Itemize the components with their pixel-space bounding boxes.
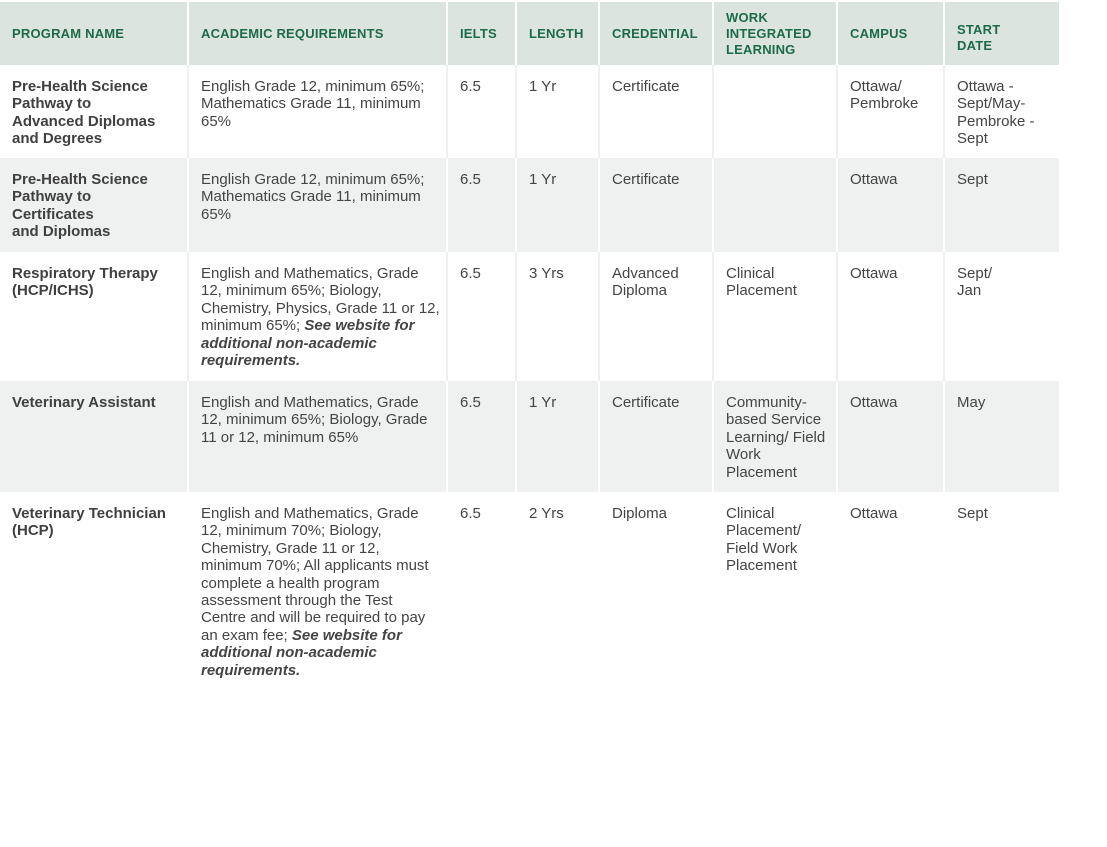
start-date-cell: Sept bbox=[944, 158, 1059, 252]
ielts-cell: 6.5 bbox=[447, 492, 516, 692]
table-row bbox=[0, 381, 1059, 492]
campus-cell: Ottawa bbox=[837, 158, 944, 252]
header-credential: CREDENTIAL bbox=[599, 2, 713, 65]
length-cell: 2 Yrs bbox=[516, 492, 599, 692]
campus-cell: Ottawa bbox=[837, 492, 944, 692]
ielts-cell: 6.5 bbox=[447, 65, 516, 158]
length-cell: 3 Yrs bbox=[516, 252, 599, 381]
requirements-cell: English Grade 12, minimum 65%; Mathematics Grade 11, minimum 65% bbox=[188, 158, 447, 252]
program-name-cell: Pre-Health Science Pathway to Advanced Diplomas and Degrees bbox=[0, 65, 188, 158]
work-integrated-learning-cell: Clinical Placement/ Field Work Placement bbox=[713, 492, 837, 692]
requirements-cell: English and Mathematics, Grade 12, minimum 70%; Biology, Chemistry, Grade 11 or 12, minimum 70%; All applicants must complete a health program assessment through the Test Centre and will be required to pay an exam fee; See website for additional non-academic requirements. bbox=[188, 492, 447, 692]
header-start-date: START DATE bbox=[944, 2, 1059, 65]
program-name-cell: Veterinary Assistant bbox=[0, 381, 188, 492]
start-date-cell: May bbox=[944, 381, 1059, 492]
length-cell: 1 Yr bbox=[516, 65, 599, 158]
programs-table bbox=[0, 2, 1059, 692]
requirements-note: See website for additional non-academic requirements. bbox=[201, 626, 402, 679]
campus-cell: Ottawa bbox=[837, 252, 944, 381]
work-integrated-learning-cell bbox=[713, 158, 837, 252]
credential-cell: Certificate bbox=[599, 381, 713, 492]
program-name-cell: Respiratory Therapy (HCP/ICHS) bbox=[0, 252, 188, 381]
credential-cell: Diploma bbox=[599, 492, 713, 692]
campus-cell: Ottawa/ Pembroke bbox=[837, 65, 944, 158]
table-row bbox=[0, 65, 1059, 158]
start-date-cell: Sept bbox=[944, 492, 1059, 692]
start-date-cell: Sept/ Jan bbox=[944, 252, 1059, 381]
requirements-cell: English Grade 12, minimum 65%; Mathematics Grade 11, minimum 65% bbox=[188, 65, 447, 158]
length-cell: 1 Yr bbox=[516, 158, 599, 252]
program-name-cell: Pre-Health Science Pathway to Certificates and Diplomas bbox=[0, 158, 188, 252]
start-date-cell: Ottawa - Sept/May- Pembroke - Sept bbox=[944, 65, 1059, 158]
header-length: LENGTH bbox=[516, 2, 599, 65]
ielts-cell: 6.5 bbox=[447, 252, 516, 381]
requirements-cell: English and Mathematics, Grade 12, minimum 65%; Biology, Grade 11 or 12, minimum 65% bbox=[188, 381, 447, 492]
program-name-cell: Veterinary Technician (HCP) bbox=[0, 492, 188, 692]
work-integrated-learning-cell: Clinical Placement bbox=[713, 252, 837, 381]
ielts-cell: 6.5 bbox=[447, 158, 516, 252]
header-work-integrated-learning: WORK INTEGRATED LEARNING bbox=[713, 2, 837, 65]
table-row bbox=[0, 252, 1059, 381]
work-integrated-learning-cell bbox=[713, 65, 837, 158]
campus-cell: Ottawa bbox=[837, 381, 944, 492]
work-integrated-learning-cell: Community-based Service Learning/ Field Work Placement bbox=[713, 381, 837, 492]
length-cell: 1 Yr bbox=[516, 381, 599, 492]
table-header-row bbox=[0, 2, 1059, 65]
table-row bbox=[0, 492, 1059, 692]
header-ielts: IELTS bbox=[447, 2, 516, 65]
header-program-name: PROGRAM NAME bbox=[0, 2, 188, 65]
credential-cell: Certificate bbox=[599, 158, 713, 252]
requirements-cell: English and Mathematics, Grade 12, minimum 65%; Biology, Chemistry, Physics, Grade 11 or 12, minimum 65%; See website for additional non-academic requirements. bbox=[188, 252, 447, 381]
table-row bbox=[0, 158, 1059, 252]
header-campus: CAMPUS bbox=[837, 2, 944, 65]
header-academic-requirements: ACADEMIC REQUIREMENTS bbox=[188, 2, 447, 65]
ielts-cell: 6.5 bbox=[447, 381, 516, 492]
requirements-note: See website for additional non-academic requirements. bbox=[201, 317, 415, 370]
credential-cell: Certificate bbox=[599, 65, 713, 158]
credential-cell: Advanced Diploma bbox=[599, 252, 713, 381]
